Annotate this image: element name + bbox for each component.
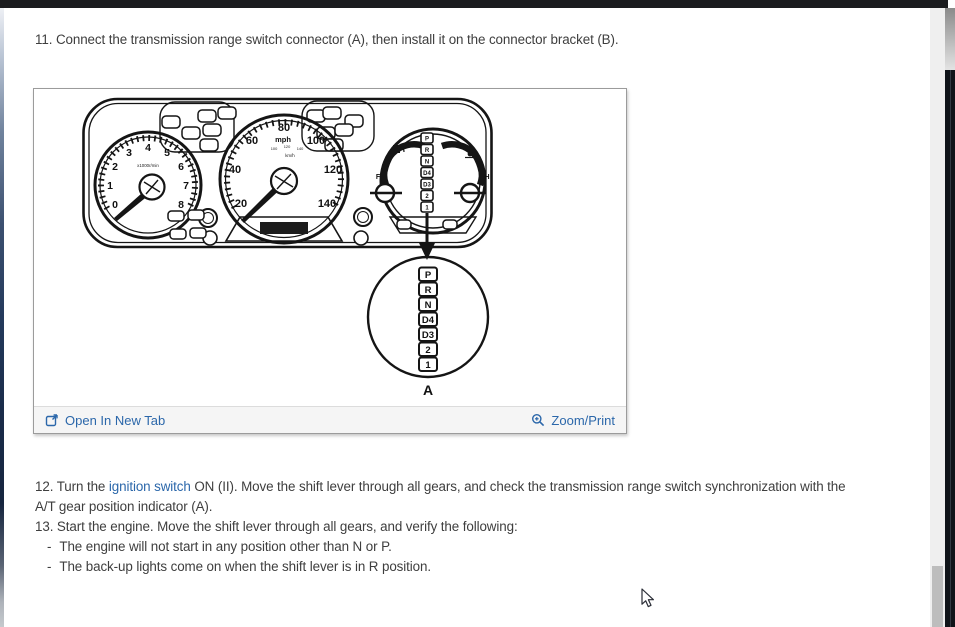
step-13-text: 13. Start the engine. Move the shift lever through all gears, and verify the following: xyxy=(35,519,518,534)
odometer-display xyxy=(260,222,308,234)
zoom-print-link[interactable] xyxy=(531,413,615,428)
gear-indicator-column xyxy=(421,133,433,212)
tach-8: 8 xyxy=(178,199,184,211)
bullet-backup-lights xyxy=(47,557,431,577)
speed-40: 40 xyxy=(228,164,242,176)
speed-inner-120: 120 xyxy=(283,144,291,149)
ignition-switch-link[interactable]: ignition switch xyxy=(108,479,191,494)
speed-100: 100 xyxy=(306,135,326,147)
instrument-cluster-diagram xyxy=(34,89,626,407)
callout-gear-n: N xyxy=(424,300,432,311)
tach-1: 1 xyxy=(107,180,113,192)
tach-unit-label: x1000r/min xyxy=(137,163,159,168)
tach-7: 7 xyxy=(183,180,189,192)
callout-gear-2: 2 xyxy=(425,345,431,356)
callout xyxy=(368,213,488,398)
gear-n: N xyxy=(424,159,430,166)
callout-gear-r: R xyxy=(424,285,432,296)
callout-gear-1: 1 xyxy=(425,360,431,371)
speedometer xyxy=(220,115,348,243)
mouse-cursor xyxy=(641,588,657,610)
gear-d4: D4 xyxy=(423,171,431,177)
tach-0: 0 xyxy=(112,199,118,211)
right-panel-seam xyxy=(950,70,951,627)
step-11-text: 11. Connect the transmission range switch connector (A), then install it on the connector bracket (B). xyxy=(35,32,619,47)
tach-3: 3 xyxy=(126,147,132,159)
speed-inner-140: 140 xyxy=(296,146,304,151)
scrollbar-thumb[interactable] xyxy=(932,566,943,627)
step-12-text xyxy=(35,477,919,517)
speed-140: 140 xyxy=(317,198,337,210)
zoom-in-icon xyxy=(531,413,545,427)
gear-r: R xyxy=(424,148,430,154)
speed-20: 20 xyxy=(234,198,248,210)
tach-4: 4 xyxy=(145,142,151,154)
fuel-full-label: F xyxy=(375,174,381,181)
fuel-temp-gauge xyxy=(370,129,490,233)
gear-p: P xyxy=(424,136,430,143)
tach-2: 2 xyxy=(112,161,118,173)
gear-1: 1 xyxy=(425,205,429,212)
temp-hot-label: H xyxy=(484,174,490,181)
tach-6: 6 xyxy=(178,161,184,173)
gear-2: 2 xyxy=(425,194,429,200)
speed-120: 120 xyxy=(323,164,343,176)
open-in-new-tab-icon xyxy=(45,413,59,427)
right-panel-gradient xyxy=(945,8,955,70)
zoom-print-label: Zoom/Print xyxy=(551,412,615,428)
right-dark-panel xyxy=(945,8,955,627)
bullet-dash: - xyxy=(47,559,52,574)
background-window-edge xyxy=(0,8,4,627)
speed-inner-100: 100 xyxy=(270,146,278,151)
step-12-suffix: ON (II). Move the shift lever through all gears, and check the transmission range switch synchronization with the xyxy=(190,479,846,494)
speed-unit-kmh: km/h xyxy=(285,153,295,158)
tachometer xyxy=(95,132,206,239)
tach-indicator-lights xyxy=(168,210,206,239)
speed-unit-mph: mph xyxy=(275,135,291,144)
open-in-new-tab-link[interactable] xyxy=(45,413,165,428)
tach-5: 5 xyxy=(164,147,170,159)
open-in-new-tab-label: Open In New Tab xyxy=(65,412,166,428)
gear-d3: D3 xyxy=(423,182,431,189)
scrollbar-track[interactable] xyxy=(930,8,945,627)
bullet-engine-start xyxy=(47,537,392,557)
callout-gear-p: P xyxy=(424,270,432,281)
speed-80: 80 xyxy=(277,122,291,134)
bullet-text: The back-up lights come on when the shift lever is in R position. xyxy=(59,559,431,574)
step-12-line2: A/T gear position indicator (A). xyxy=(35,499,213,514)
callout-gear-d3: D3 xyxy=(421,330,435,341)
figure-toolbar xyxy=(34,406,626,433)
step-12-prefix: 12. Turn the xyxy=(35,479,109,494)
speed-60: 60 xyxy=(245,135,259,147)
callout-label-a: A xyxy=(422,382,434,398)
bullet-text: The engine will not start in any position other than N or P. xyxy=(59,539,392,554)
window-top-edge xyxy=(0,0,948,8)
bullet-dash: - xyxy=(47,539,52,554)
callout-gear-d4: D4 xyxy=(421,315,435,326)
figure-panel xyxy=(33,88,627,434)
